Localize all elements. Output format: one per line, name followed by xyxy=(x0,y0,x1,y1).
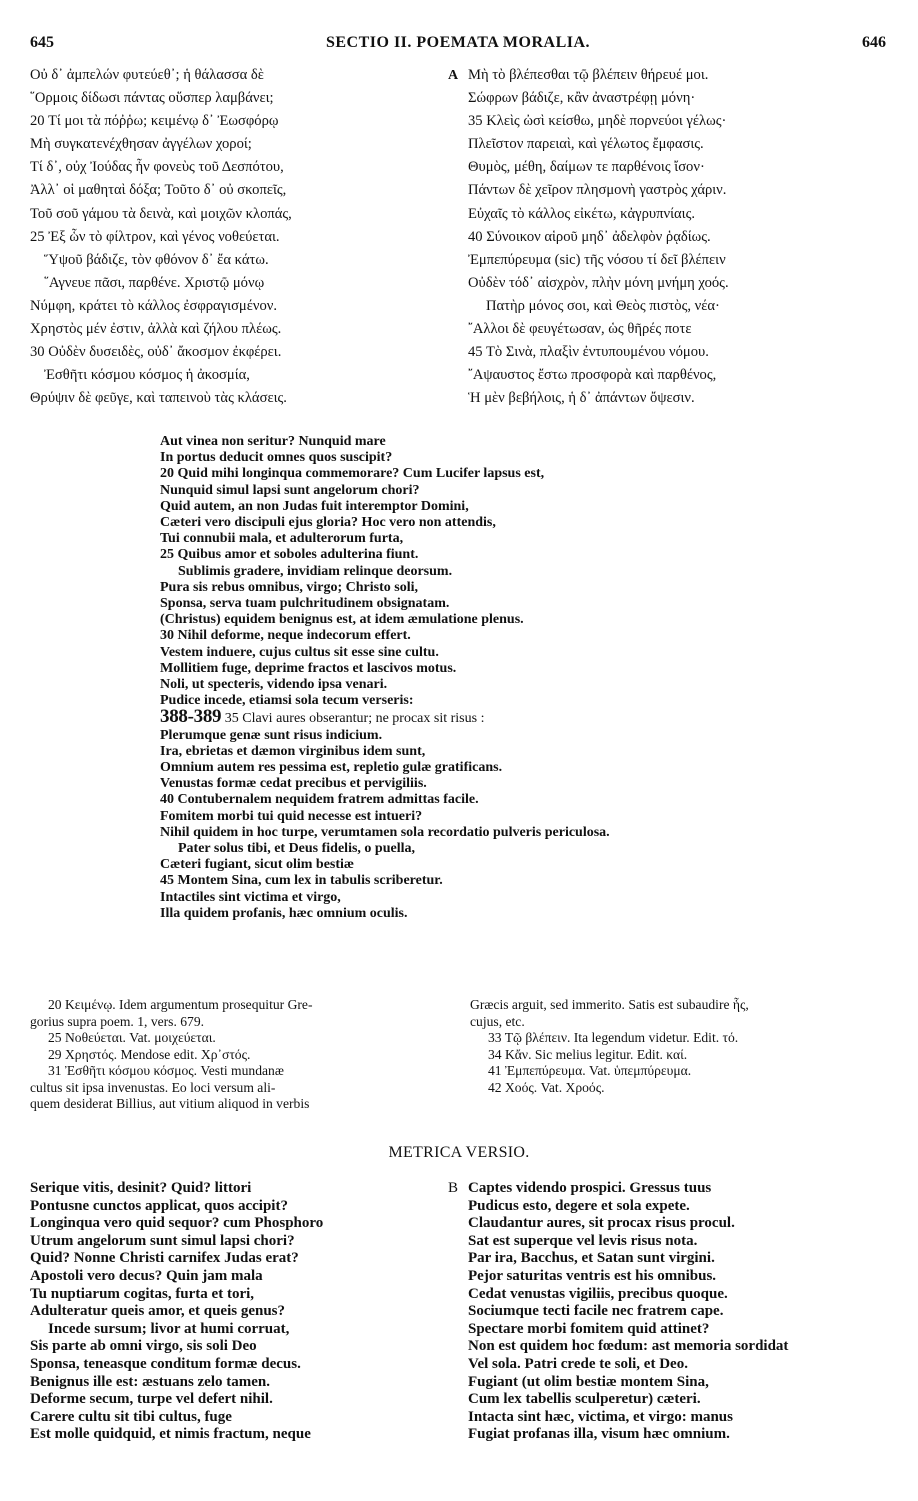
right-page-number: 646 xyxy=(862,34,886,51)
metrica-left-column xyxy=(30,1180,440,1444)
greek-verse-line: 20 Τί μοι τὰ πόῤῥω; κειμένῳ δ᾽ Ἐωσφόρῳ xyxy=(30,113,279,130)
footnote-line: Græcis arguit, sed immerito. Satis est subaudire ἧς, xyxy=(470,997,749,1012)
latin-line: Plerumque genæ sunt risus indicium. xyxy=(160,727,383,743)
metrica-line xyxy=(448,1374,888,1392)
greek-verse-text: Θυμὸς, μέθη, δαίμων τε παρθένοις ἴσον· xyxy=(468,159,705,176)
greek-verse-line: ῞Αγνευε πᾶσι, παρθένε. Χριστῷ μόνῳ xyxy=(44,274,265,291)
greek-verse-line xyxy=(448,64,888,87)
metrica-line: Benignus ille est: æstuans zelo tamen. xyxy=(30,1373,270,1390)
greek-verse-line xyxy=(448,341,888,364)
metrica-line xyxy=(448,1391,888,1409)
latin-line: Ira, ebrietas et dæmon virginibus idem sunt, xyxy=(160,743,426,759)
greek-verse-line: ῞Ορμοις δίδωσι πάντας οὕσπερ λαμβάνει; xyxy=(30,90,274,107)
latin-line: Mollitiem fuge, deprime fractos et lascivos motus. xyxy=(160,660,457,676)
metrica-line: Apostoli vero decus? Quin jam mala xyxy=(30,1267,263,1284)
metrica-line: Pontusne cunctos applicat, quos accipit? xyxy=(30,1197,288,1214)
greek-verse-text: Πατὴρ μόνος σοι, καὶ Θεὸς πιστὸς, νέα· xyxy=(486,297,720,314)
latin-line: Pudice incede, etiamsi sola tecum verseris: xyxy=(160,693,414,709)
latin-line: (Christus) equidem benignus est, at idem æmulatione plenus. xyxy=(160,612,524,628)
greek-verse-text: Πάντων δὲ χεῖρον πλησμονὴ γαστρὸς χάριν. xyxy=(468,182,727,199)
greek-verse-text: Εὐχαῖς τὸ κάλλος εἰκέτω, κἀγρυπνίαις. xyxy=(468,205,696,222)
metrica-line xyxy=(448,1286,888,1304)
greek-verse-line xyxy=(448,249,888,272)
greek-verse-text: Ἐμπεπύρευμα (sic) τῆς νόσου τί δεῖ βλέπειν xyxy=(468,251,726,268)
latin-line: Pater solus tibi, et Deus fidelis, o puella, xyxy=(178,841,415,857)
footnote-line: 31 Ἐσθῆτι κόσμου κόσμος. Vesti mundanæ xyxy=(48,1063,284,1078)
greek-verse-line xyxy=(448,364,888,387)
left-page-number: 645 xyxy=(30,34,54,51)
metrica-line-text: Sociumque tecti facile nec fratrem cape. xyxy=(468,1303,724,1320)
metrica-line-text: Sat est superque vel levis risus nota. xyxy=(468,1232,698,1249)
greek-verse-line: Μὴ συγκατενέχθησαν ἀγγέλων χοροί; xyxy=(30,136,252,153)
footnote-line: 34 Κἄν. Sic melius legitur. Edit. καί. xyxy=(488,1046,688,1062)
footnote-line: gorius supra poem. 1, vers. 679. xyxy=(30,1013,205,1029)
greek-verse-line xyxy=(448,133,888,156)
greek-verse-line xyxy=(448,110,888,133)
greek-verse-text: Πλεῖστον παρειαὶ, καὶ γέλωτος ἔμφασις. xyxy=(468,136,704,153)
metrica-line: Deforme secum, turpe vel defert nihil. xyxy=(30,1391,273,1408)
latin-line: Tui connubii mala, et adulterorum furta, xyxy=(160,531,404,547)
greek-verse-text: Σώφρων βάδιζε, κἂν ἀναστρέφῃ μόνη· xyxy=(468,90,696,107)
running-header xyxy=(30,34,886,56)
greek-verse-text: ῎Αψαυστος ἔστω προσφορὰ καὶ παρθένος, xyxy=(468,367,717,384)
latin-line: Nihil quidem in hoc turpe, verumtamen sola recordatio pulveris periculosa. xyxy=(160,824,610,840)
greek-verse-text: 45 Τὸ Σινὰ, πλαξὶν ἐντυπουμένου νόμου. xyxy=(468,344,709,361)
column-marker: A xyxy=(448,68,459,83)
latin-line: Quid autem, an non Judas fuit interemptor Domini, xyxy=(160,498,469,514)
metrica-line-text: Pejor saturitas ventris est his omnibus. xyxy=(468,1267,717,1284)
greek-verse-line xyxy=(448,203,888,226)
metrica-line-text: Captes videndo prospici. Gressus tuus xyxy=(468,1180,712,1196)
latin-line: Sublimis gradere, invidiam relinque deorsum. xyxy=(178,563,453,579)
metrica-line: Est molle quidquid, et nimis fractum, neque xyxy=(30,1426,311,1443)
latin-line: Cæteri vero discipuli ejus gloria? Hoc vero non attendis, xyxy=(160,515,496,531)
metrica-line: Carere cultu sit tibi cultus, fuge xyxy=(30,1408,232,1425)
metrica-line-text: Pudicus esto, degere et sola expete. xyxy=(468,1197,690,1214)
column-marker: B xyxy=(448,1180,459,1196)
footnote-line: 25 Νοθεύεται. Vat. μοιχεύεται. xyxy=(48,1030,216,1045)
greek-verse-text: ῎Αλλοι δὲ φευγέτωσαν, ὡς θῆρές ποτε xyxy=(468,321,692,338)
metrica-line xyxy=(448,1198,888,1216)
metrica-line xyxy=(448,1233,888,1251)
latin-line: Fomitem morbi tui quid necesse est intueri? xyxy=(160,808,423,824)
metrica-line: Adulteratur queis amor, et queis genus? xyxy=(30,1303,286,1320)
greek-verse-line xyxy=(448,387,888,410)
metrica-line: Utrum angelorum sunt simul lapsi chori? xyxy=(30,1232,295,1249)
greek-verse-line: Τί δ᾽, οὐχ Ἰούδας ἦν φονεὺς τοῦ Δεσπότου, xyxy=(30,159,284,176)
greek-verse-line xyxy=(448,272,888,295)
footnote-line: 33 Τῷ βλέπειν. Ita legendum videtur. Edit. τό. xyxy=(488,1030,739,1045)
greek-verse-line: Χρηστὸς μέν ἐστιν, ἀλλὰ καὶ ζήλου πλέως. xyxy=(30,321,282,338)
greek-verse-text: Οὐδὲν τόδ᾽ αἰσχρὸν, πλὴν μόνη μνήμη χοός. xyxy=(468,274,729,291)
latin-translation xyxy=(160,434,880,922)
latin-line: Venustas formæ cedat precibus et pervigiliis. xyxy=(160,776,427,792)
latin-line: Omnium autem res pessima est, repletio gulæ gratificans. xyxy=(160,760,503,776)
metrica-line: Tu nuptiarum cogitas, furta et tori, xyxy=(30,1285,255,1302)
greek-verse-line xyxy=(448,295,888,318)
latin-line: In portus deducit omnes quos suscipit? xyxy=(160,450,393,466)
metrica-line-text: Spectare morbi fomitem quid attinet? xyxy=(468,1320,710,1337)
footnote-line: 20 Κειμένῳ. Idem argumentum prosequitur Gre- xyxy=(48,997,313,1012)
metrica-heading: METRICA VERSIO. xyxy=(388,1144,530,1161)
metrica-line: Longinqua vero quid sequor? cum Phosphoro xyxy=(30,1215,324,1232)
greek-verse-line: 25 Ἐξ ὧν τὸ φίλτρον, καὶ γένος νοθεύεται. xyxy=(30,228,280,245)
latin-line: Illa quidem profanis, hæc omnium oculis. xyxy=(160,905,408,921)
latin-line: 30 Nihil deforme, neque indecorum effert. xyxy=(160,628,411,644)
greek-verse-text: 40 Σύνοικον αἱροῦ μηδ᾽ ἀδελφὸν ῥᾳδίως. xyxy=(468,228,711,245)
footnote-line: 42 Χοός. Vat. Χροός. xyxy=(488,1079,605,1095)
latin-line: Intactiles sint victima et virgo, xyxy=(160,889,341,905)
latin-line: Cæteri fugiant, sicut olim bestiæ xyxy=(160,857,355,873)
greek-verse-line xyxy=(448,87,888,110)
greek-verse-line: Νύμφη, κράτει τὸ κάλλος ἐσφραγισμένον. xyxy=(30,297,278,314)
metrica-line-text: Non est quidem hoc fœdum: ast memoria sordidat xyxy=(468,1338,789,1355)
greek-verse-line xyxy=(448,156,888,179)
greek-poem-right-column xyxy=(448,64,888,410)
greek-poem-left-column xyxy=(30,64,440,410)
metrica-line xyxy=(448,1356,888,1374)
metrica-line xyxy=(448,1250,888,1268)
metrica-line: Sponsa, teneasque conditum formæ decus. xyxy=(30,1355,301,1372)
metrica-line xyxy=(448,1268,888,1286)
metrica-line: Serique vitis, desinit? Quid? littori xyxy=(30,1180,252,1196)
latin-line: Aut vinea non seritur? Nunquid mare xyxy=(160,434,386,449)
metrica-line-text: Cum lex tabellis sculperetur) cæteri. xyxy=(468,1391,701,1408)
latin-line: 45 Montem Sina, cum lex in tabulis scriberetur. xyxy=(160,873,443,889)
section-title: SECTIO II. POEMATA MORALIA. xyxy=(325,34,591,51)
metrica-line-text: Par ira, Bacchus, et Satan sunt virgini. xyxy=(468,1250,715,1267)
greek-verse-text: Ἡ μὲν βεβήλοις, ἡ δ᾽ ἀπάντων ὄψεσιν. xyxy=(468,390,695,407)
metrica-line xyxy=(448,1180,888,1198)
metrica-line-text: Fugiat profanas illa, visum hæc omnium. xyxy=(468,1426,730,1443)
greek-verse-line: Ἀλλ᾽ οἱ μαθηταὶ δόξα; Τοῦτο δ᾽ οὐ σκοπεῖς, xyxy=(30,182,287,199)
metrica-line: Sis parte ab omni virgo, sis soli Deo xyxy=(30,1338,257,1355)
metrica-line xyxy=(448,1409,888,1427)
greek-verse-line xyxy=(448,179,888,202)
metrica-line-text: Cedat venustas vigiliis, precibus quoque. xyxy=(468,1285,728,1302)
greek-verse-line: 30 Οὐδὲν δυσειδὲς, οὐδ᾽ ἄκοσμον ἐκφέρει. xyxy=(30,344,282,361)
latin-line: 35 Clavi aures obserantur; ne procax sit risus : xyxy=(221,711,485,727)
greek-verse-line: Ἐσθῆτι κόσμου κόσμος ἡ ἀκοσμία, xyxy=(44,367,250,384)
metrica-line-text: Vel sola. Patri crede te soli, et Deo. xyxy=(468,1355,688,1372)
column-number: 388-389 xyxy=(160,706,222,728)
footnote-line: quem desiderat Billius, aut vitium aliquod in verbis xyxy=(30,1096,310,1111)
latin-line-with-column-number xyxy=(160,706,880,728)
metrica-line xyxy=(448,1303,888,1321)
latin-line: Noli, ut specteris, videndo ipsa venari. xyxy=(160,677,388,693)
metrica-line: Quid? Nonne Christi carnifex Judas erat? xyxy=(30,1250,299,1267)
greek-verse-line: Θρύψιν δὲ φεῦγε, καὶ ταπεινοὺ τὰς κλάσεις. xyxy=(30,390,287,407)
greek-verse-text: Μὴ τὸ βλέπεσθαι τῷ βλέπειν θήρευέ μοι. xyxy=(468,67,709,83)
latin-line: Pura sis rebus omnibus, virgo; Christo soli, xyxy=(160,579,418,595)
footnote-line: cultus sit ipsa invenustas. Eo loci versum ali- xyxy=(30,1079,276,1095)
metrica-line: Incede sursum; livor at humi corruat, xyxy=(48,1320,290,1337)
greek-verse-text: 35 Κλεὶς ὠσὶ κείσθω, μηδὲ πορνεύοι γέλως· xyxy=(468,113,727,130)
footnotes-right-column xyxy=(470,997,890,1096)
greek-verse-line: Ὕψοῦ βάδιζε, τὸν φθόνον δ᾽ ἔα κάτω. xyxy=(44,251,269,268)
latin-line: 20 Quid mihi longinqua commemorare? Cum Lucifer lapsus est, xyxy=(160,466,545,482)
latin-line: Vestem induere, cujus cultus sit esse sine cultu. xyxy=(160,644,439,660)
footnotes-left-column xyxy=(30,997,460,1113)
footnote-line: 29 Χρηστός. Mendose edit. Χρ᾽στός. xyxy=(48,1046,251,1062)
metrica-line-text: Fugiant (ut olim bestiæ montem Sina, xyxy=(468,1373,709,1390)
greek-verse-line xyxy=(448,318,888,341)
latin-line: Nunquid simul lapsi sunt angelorum chori? xyxy=(160,482,420,498)
greek-verse-line xyxy=(448,226,888,249)
latin-line: Sponsa, serva tuam pulchritudinem obsignatam. xyxy=(160,596,450,612)
latin-line: 25 Quibus amor et soboles adulterina fiunt. xyxy=(160,547,419,563)
latin-line: 40 Contubernalem nequidem fratrem admittas facile. xyxy=(160,792,479,808)
footnote-line: 41 Ἐμπεπύρευμα. Vat. ὑπεμπύρευμα. xyxy=(488,1063,692,1078)
metrica-right-column xyxy=(448,1180,888,1444)
metrica-line xyxy=(448,1321,888,1339)
metrica-line xyxy=(448,1215,888,1233)
metrica-line-text: Claudantur aures, sit procax risus procul. xyxy=(468,1215,735,1232)
metrica-line-text: Intacta sint hæc, victima, et virgo: manus xyxy=(468,1408,733,1425)
metrica-line xyxy=(448,1426,888,1444)
greek-verse-line: Οὐ δ᾽ ἀμπελών φυτεύεθ᾽; ἡ θάλασσα δὲ xyxy=(30,67,264,83)
metrica-line xyxy=(448,1338,888,1356)
footnote-line: cujus, etc. xyxy=(470,1013,525,1029)
greek-verse-line: Τοῦ σοῦ γάμου τὰ δεινὰ, καὶ μοιχῶν κλοπάς, xyxy=(30,205,292,222)
